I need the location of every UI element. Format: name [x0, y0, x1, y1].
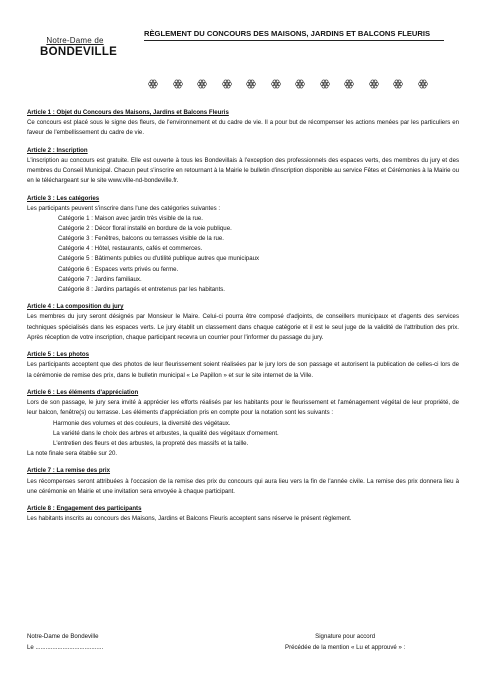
articles [27, 108, 459, 532]
article-4 [27, 302, 459, 342]
article-text: Les membres du jury seront désignés par Monsieur le Maire. Celui-ci pourra être composé d'adjoints, de conseillers municipaux et d'agents des services techniques spécialisés dans les espaces verts. Le jury établit un classement dans chaque catégorie et il est le seul juge de la validité de l'attribution des prix. Après réception de votre inscription, chaque participant recevra un courrier pour l'informer du passage du jury. [27, 313, 459, 341]
flower-icon [197, 79, 207, 89]
article-text: Les participants acceptent que des photos de leur fleurissement soient réalisées par le jury lors de son passage et autorisent la publication de celles-ci lors de la cérémonie de remise des prix, dans le bulletin municipal « Le Papillon » et sur le site internet de la Ville. [27, 361, 459, 379]
flower-icon [271, 79, 281, 89]
article-text: Lors de son passage, le jury sera invité à apprécier les efforts réalisés par les habitants pour le fleurissement et l'aménagement végétal de leur propriété, de leur balcon, fenêtre(s) ou terrasse. Les éléments d'appréciation pris en compte pour la notation sont les suivants : [27, 399, 459, 417]
flower-icon [148, 79, 158, 89]
flower-icon [173, 79, 183, 89]
criteria-item: Harmonie des volumes et des couleurs, la diversité des végétaux. [53, 419, 231, 427]
article-heading: Article 4 : La composition du jury [27, 303, 124, 311]
article-heading: Article 1 : Objet du Concours des Maisons, Jardins et Balcons Fleuris [27, 109, 229, 116]
town-logo [40, 36, 118, 58]
category-item: Catégorie 1 : Maison avec jardin très visible de la rue. [58, 215, 203, 223]
footer-place-date [27, 632, 103, 653]
logo-line-1: Notre-Dame de [46, 36, 104, 45]
signature-label: Signature pour accord [315, 633, 376, 640]
category-item: Catégorie 2 : Décor floral installé en bordure de la voie publique. [58, 225, 232, 233]
criteria-item: La variété dans le choix des arbres et arbustes, la qualité des végétaux d'ornement. [53, 429, 279, 437]
article-text: Les récompenses seront attribuées à l'occasion de la remise des prix du concours qui aura lieu vers la fin de l'année civile. La remise des prix donnera lieu à une cérémonie en Mairie et une invitation sera envoyée à chaque participant. [27, 477, 459, 495]
flower-icon [344, 79, 354, 89]
article-heading: Article 8 : Engagement des participants [27, 505, 142, 513]
category-item: Catégorie 7 : Jardins familiaux. [58, 275, 142, 283]
article-heading: Article 5 : Les photos [27, 351, 89, 359]
category-item: Catégorie 3 : Fenêtres, balcons ou terrasses visible de la rue. [58, 235, 224, 243]
criteria-item: L'entretien des fleurs et des arbustes, la propreté des massifs et la taille. [53, 439, 249, 447]
category-item: Catégorie 4 : Hôtel, restaurants, cafés et commerces. [58, 245, 203, 253]
article-3 [27, 194, 459, 295]
article-intro: Les participants peuvent s'inscrire dans l'une des catégories suivantes : [27, 204, 221, 212]
document-title: RÈGLEMENT DU CONCOURS DES MAISONS, JARDINS ET BALCONS FLEURIS [144, 29, 431, 38]
criteria-list [27, 419, 459, 449]
article-text: L'inscription au concours est gratuite. Elle est ouverte à tous les Bondevillais à l'exception des professionnels des espaces verts, des membres du jury et des membres du Conseil Municipal. Chacun peut s'inscrire en retournant à la Mairie le bulletin d'inscription disponible au service Fêtes et Cérémonies à la Mairie ou en le téléchargeant sur le site www.ville-nd-bondeville.fr. [27, 156, 459, 185]
title-underline [144, 40, 444, 41]
article-text: Ce concours est placé sous le signe des fleurs, de l'environnement et du cadre de vie. Il a pour but de récompenser les actions menées par les particuliers en faveur de l'embellissement du cadre de vie. [27, 119, 459, 137]
article-heading: Article 7 : La remise des prix [27, 467, 111, 475]
category-item: Catégorie 5 : Bâtiments publics ou d'utilité publique autres que municipaux [58, 255, 260, 263]
footer-date-line: Le ........................................ [27, 643, 104, 651]
flower-icon [418, 79, 428, 89]
article-2 [27, 146, 459, 186]
flower-icon [393, 79, 403, 89]
article-1 [27, 108, 459, 138]
flower-icon [246, 79, 256, 89]
article-heading: Article 3 : Les catégories [27, 194, 100, 202]
flower-icon [295, 79, 305, 89]
flower-icon [369, 79, 379, 89]
category-list [27, 214, 459, 295]
category-item: Catégorie 8 : Jardins partagés et entretenus par les habitants. [58, 285, 226, 293]
article-5 [27, 350, 459, 380]
flower-icon [320, 79, 330, 89]
article-text: Les habitants inscrits au concours des Maisons, Jardins et Balcons Fleuris acceptent sans réserve le présent règlement. [27, 515, 352, 523]
article-6 [27, 388, 459, 459]
signature-mention: Précédée de la mention « Lu et approuvé » : [285, 643, 406, 651]
footer-place: Notre-Dame de Bondeville [27, 633, 99, 640]
article-heading: Article 6 : Les éléments d'appréciation [27, 389, 139, 397]
article-8 [27, 504, 459, 524]
flower-icon [222, 79, 232, 89]
article-heading: Article 2 : Inscription [27, 146, 88, 154]
article-7 [27, 466, 459, 496]
footer-signature-block [285, 632, 405, 653]
flower-ornament-row [148, 79, 428, 89]
final-note: La note finale sera établie sur 20. [27, 449, 118, 457]
logo-line-2: BONDEVILLE [40, 46, 118, 58]
category-item: Catégorie 6 : Espaces verts privés ou ferme. [58, 265, 179, 273]
